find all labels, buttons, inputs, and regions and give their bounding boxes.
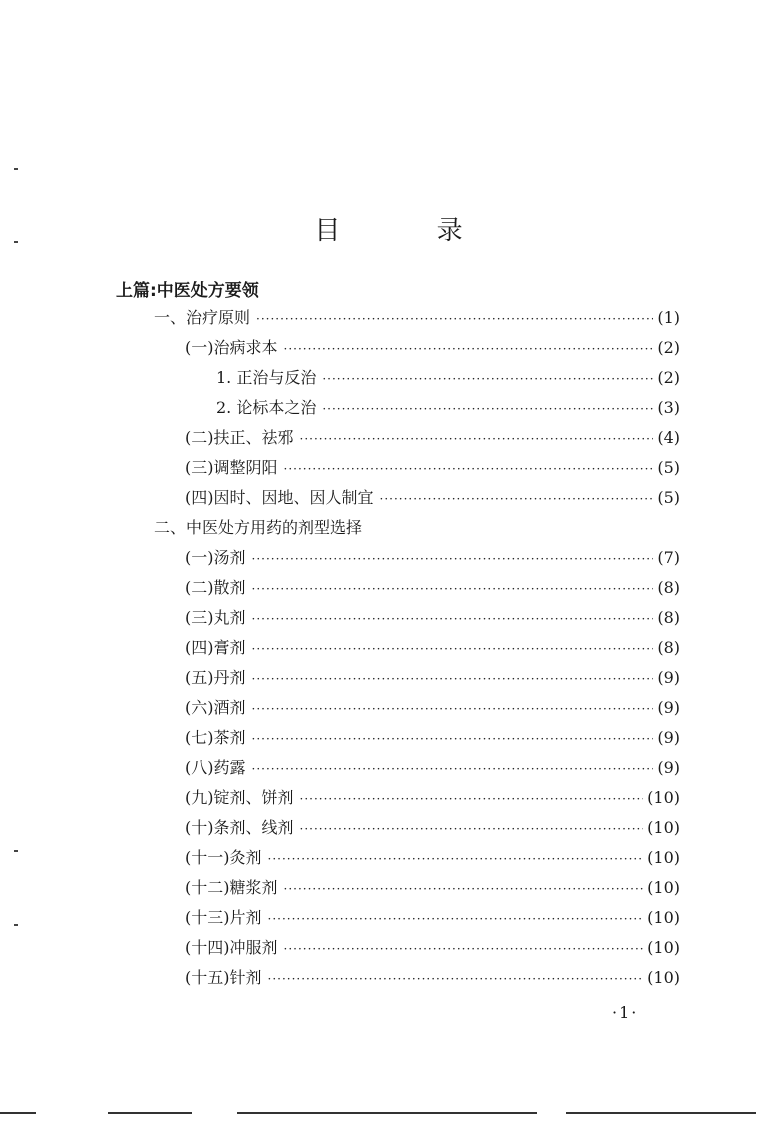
toc-entry-page: (10) — [647, 788, 680, 807]
toc-entry[interactable] — [154, 513, 680, 543]
toc-entry[interactable] — [185, 963, 680, 993]
toc-entry-page: (4) — [657, 428, 680, 447]
toc-entry-label: (十)条剂、线剂 — [185, 818, 294, 837]
toc-entry[interactable] — [185, 483, 680, 513]
toc-entry-label: 2. 论标本之治 — [216, 398, 317, 417]
dot-leader — [380, 484, 654, 514]
toc-entry[interactable] — [185, 633, 680, 663]
dot-leader — [284, 334, 654, 364]
page-title: 目 录 — [314, 216, 507, 246]
dot-leader — [252, 634, 654, 664]
toc-entry-label: (六)酒剂 — [185, 698, 246, 717]
toc-entry[interactable] — [154, 303, 680, 333]
toc-entry-label: (十二)糖浆剂 — [185, 878, 278, 897]
toc-entry-page: (8) — [657, 578, 680, 597]
toc-entry-label: 二、中医处方用药的剂型选择 — [154, 518, 363, 537]
scan-speck — [14, 850, 18, 852]
dot-leader — [268, 904, 644, 934]
scan-speck — [14, 924, 18, 926]
toc-entry-label: (八)药露 — [185, 758, 246, 777]
toc-entry-label: (一)治病求本 — [185, 338, 278, 357]
dot-leader — [252, 664, 654, 694]
dot-leader — [284, 874, 644, 904]
toc-entry[interactable] — [185, 663, 680, 693]
dot-leader — [300, 814, 644, 844]
toc-entry[interactable] — [185, 873, 680, 903]
dot-leader — [300, 424, 654, 454]
toc-entry-label: (九)锭剂、饼剂 — [185, 788, 294, 807]
toc-entry-page: (2) — [657, 368, 680, 387]
toc-entry[interactable] — [185, 453, 680, 483]
toc-entry-page: (1) — [657, 308, 680, 327]
toc-entry[interactable] — [185, 843, 680, 873]
toc-entry[interactable] — [185, 423, 680, 453]
toc-entry-label: (五)丹剂 — [185, 668, 246, 687]
toc-entry[interactable] — [185, 933, 680, 963]
toc-entry-page: (9) — [657, 698, 680, 717]
toc-entry-label: (二)扶正、祛邪 — [185, 428, 294, 447]
scan-edge-line — [237, 1112, 537, 1114]
dot-leader — [268, 844, 644, 874]
dot-leader — [268, 964, 644, 994]
toc-entry-page: (9) — [657, 758, 680, 777]
toc-entry[interactable] — [185, 333, 680, 363]
toc-entry-page: (10) — [647, 878, 680, 897]
scan-edge-line — [0, 1112, 36, 1114]
toc-entry-page: (8) — [657, 608, 680, 627]
toc-entry-page: (5) — [657, 488, 680, 507]
toc-entry-label: (一)汤剂 — [185, 548, 246, 567]
toc-entry-page: (10) — [647, 968, 680, 987]
toc-entry-label: (三)丸剂 — [185, 608, 246, 627]
toc-entry-page: (10) — [647, 908, 680, 927]
toc-entry-label: (四)膏剂 — [185, 638, 246, 657]
toc-entry-page: (5) — [657, 458, 680, 477]
dot-leader — [322, 364, 653, 394]
toc-entry-label: (十四)冲服剂 — [185, 938, 278, 957]
toc-entry[interactable] — [216, 363, 680, 393]
toc-entry-page: (2) — [657, 338, 680, 357]
toc-entry-label: (三)调整阴阳 — [185, 458, 278, 477]
toc-entry-label: (四)因时、因地、因人制宜 — [185, 488, 374, 507]
scan-speck — [14, 241, 18, 243]
scan-edge-line — [108, 1112, 192, 1114]
dot-leader — [252, 724, 654, 754]
scan-edge-line — [566, 1112, 756, 1114]
toc-entry-page: (10) — [647, 938, 680, 957]
toc-entry-label: (二)散剂 — [185, 578, 246, 597]
dot-leader — [322, 394, 653, 424]
toc-entry[interactable] — [185, 753, 680, 783]
dot-leader — [284, 454, 654, 484]
scan-speck — [14, 168, 18, 170]
toc-entry[interactable] — [185, 693, 680, 723]
toc-entry-label: (七)茶剂 — [185, 728, 246, 747]
toc-entry[interactable] — [216, 393, 680, 423]
toc-entry[interactable] — [185, 723, 680, 753]
toc-entry-label: (十三)片剂 — [185, 908, 262, 927]
dot-leader — [252, 754, 654, 784]
toc-entry-label: (十一)灸剂 — [185, 848, 262, 867]
page-number: ·1· — [612, 1003, 639, 1022]
toc-entry-page: (3) — [657, 398, 680, 417]
toc-entry[interactable] — [185, 543, 680, 573]
toc-entry-label: 1. 正治与反治 — [216, 368, 317, 387]
dot-leader — [284, 934, 644, 964]
toc-entry-page: (8) — [657, 638, 680, 657]
dot-leader — [252, 544, 654, 574]
part-heading: 上篇:中医处方要领 — [116, 281, 259, 301]
toc-entry[interactable] — [185, 903, 680, 933]
toc-entry[interactable] — [185, 783, 680, 813]
dot-leader — [300, 784, 644, 814]
dot-leader — [252, 604, 654, 634]
toc-entry-label: 一、治疗原则 — [154, 308, 251, 327]
dot-leader — [252, 574, 654, 604]
dot-leader — [256, 304, 653, 334]
toc-entry[interactable] — [185, 603, 680, 633]
dot-leader — [252, 694, 654, 724]
toc-entry-page: (9) — [657, 668, 680, 687]
toc-entry-page: (10) — [647, 818, 680, 837]
toc-entry-page: (10) — [647, 848, 680, 867]
toc-entry[interactable] — [185, 813, 680, 843]
toc-entry-label: (十五)针剂 — [185, 968, 262, 987]
toc-entry-page: (9) — [657, 728, 680, 747]
toc-entry[interactable] — [185, 573, 680, 603]
toc-entry-page: (7) — [657, 548, 680, 567]
